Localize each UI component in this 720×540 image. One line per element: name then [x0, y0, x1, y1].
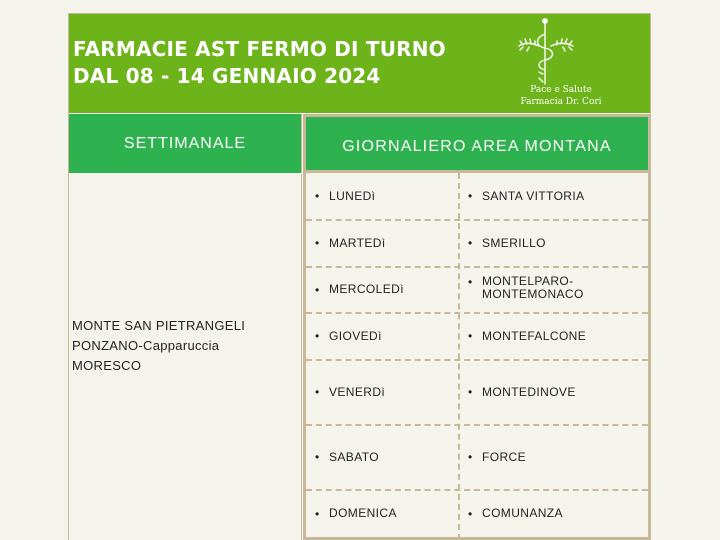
bullet-icon: • — [315, 189, 320, 203]
bullet-icon: • — [315, 282, 320, 297]
bullet-icon: • — [315, 329, 320, 343]
bullet-icon: • — [468, 189, 473, 203]
place-cell — [468, 425, 526, 489]
bullet-icon: • — [468, 506, 473, 521]
place-cell — [468, 313, 586, 359]
bullet-icon: • — [315, 385, 320, 399]
caduceus-icon — [499, 16, 619, 86]
weekly-pharmacy: MORESCO — [72, 358, 142, 373]
place-label: COMUNANZA — [482, 506, 563, 520]
place-label: FORCE — [482, 449, 526, 464]
bullet-icon: • — [315, 450, 320, 464]
weekly-pharmacy: PONZANO-Capparuccia — [72, 338, 220, 353]
day-label: SABATO — [329, 449, 379, 464]
header-banner — [69, 14, 650, 113]
place-label: SANTA VITTORIA — [482, 188, 585, 203]
daily-column-header — [303, 114, 651, 173]
bullet-icon: • — [468, 236, 473, 250]
bullet-icon: • — [468, 450, 473, 464]
day-cell — [315, 220, 386, 266]
day-label: LUNEDì — [329, 188, 376, 203]
daily-column-header-label: GIORNALIERO AREA MONTANA — [342, 138, 612, 155]
place-cell — [468, 360, 576, 424]
place-label: MONTEDINOVE — [482, 384, 576, 399]
logo-text-line-2: Farmacia Dr. Cori — [520, 97, 602, 107]
weekly-pharmacy: MONTE SAN PIETRANGELI — [72, 318, 246, 333]
day-label: MERCOLEDì — [329, 282, 404, 296]
daily-schedule-table — [303, 173, 651, 540]
day-label: MARTEDì — [329, 235, 386, 250]
place-label: SMERILLO — [482, 235, 546, 250]
title-line-1: FARMACIE AST FERMO DI TURNO — [73, 37, 446, 61]
page-title — [73, 36, 446, 90]
pharmacy-logo — [499, 16, 619, 112]
bullet-icon: • — [315, 236, 320, 250]
column-divider — [458, 173, 460, 540]
weekly-column — [69, 174, 302, 540]
day-cell — [315, 173, 375, 219]
day-cell — [315, 425, 379, 489]
day-label: GIOVEDì — [329, 328, 382, 343]
day-cell — [315, 313, 382, 359]
logo-text-line-1: Pace e Salute — [530, 85, 592, 95]
place-cell — [468, 490, 563, 537]
day-cell — [315, 267, 404, 312]
bullet-icon: • — [468, 275, 473, 289]
day-cell — [315, 360, 385, 424]
place-label-line-2: MONTEMONACO — [482, 287, 584, 301]
title-line-2: DAL 08 - 14 GENNAIO 2024 — [73, 64, 381, 88]
weekly-column-header: SETTIMANALE — [69, 114, 302, 173]
bullet-icon: • — [468, 385, 473, 399]
day-label: DOMENICA — [329, 506, 397, 520]
bullet-icon: • — [315, 506, 320, 521]
place-label-line-1: MONTELPARO- — [482, 274, 574, 288]
place-label — [482, 275, 584, 301]
place-cell — [468, 267, 584, 312]
place-label: MONTEFALCONE — [482, 328, 587, 343]
place-cell — [468, 220, 546, 266]
day-cell — [315, 490, 397, 537]
place-cell — [468, 173, 585, 219]
day-label: VENERDì — [329, 384, 386, 399]
bullet-icon: • — [468, 329, 473, 343]
weekly-pharmacy-list — [72, 316, 245, 376]
